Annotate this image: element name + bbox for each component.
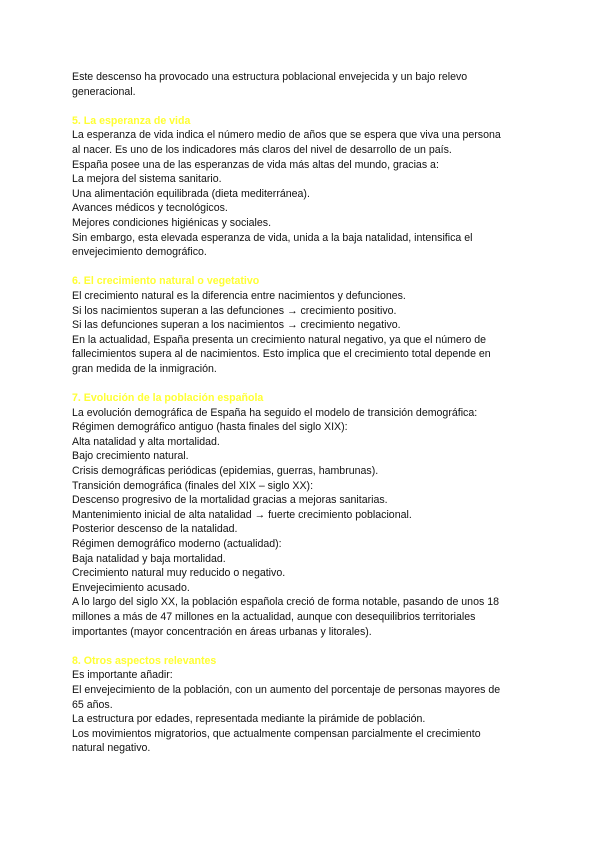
section-heading: 7. Evolución de la población española	[72, 392, 264, 405]
text-line: generacional.	[72, 85, 136, 98]
text-line: importantes (mayor concentración en áreas urbanas y litorales).	[72, 625, 372, 638]
section-evolucion-poblacion	[72, 391, 532, 639]
text-line: Los movimientos migratorios, que actualmente compensan parcialmente el crecimiento	[72, 727, 481, 740]
text-line: Avances médicos y tecnológicos.	[72, 202, 228, 215]
text-line: En la actualidad, España presenta un crecimiento natural negativo, ya que el número de	[72, 333, 487, 346]
text-line: 65 años.	[72, 698, 113, 711]
text-line: España posee una de las esperanzas de vida más altas del mundo, gracias a:	[72, 158, 439, 171]
text-line: El crecimiento natural es la diferencia entre nacimientos y defunciones.	[72, 289, 406, 302]
text-line: fallecimientos supera al de nacimientos. Esto implica que el crecimiento total depende en	[72, 348, 491, 361]
text-line: Transición demográfica (finales del XIX – siglo XX):	[72, 479, 314, 492]
text-line: Régimen demográfico moderno (actualidad):	[72, 538, 282, 550]
text-line: gran medida de la inmigración.	[72, 362, 217, 375]
text-line: La esperanza de vida indica el número medio de años que se espera que viva una persona	[72, 129, 501, 142]
text-line: Descenso progresivo de la mortalidad gracias a mejoras sanitarias.	[72, 494, 388, 507]
intro-paragraph	[72, 70, 532, 99]
text-line: A lo largo del siglo XX, la población española creció de forma notable, pasando de unos 18	[72, 596, 499, 609]
text-line: envejecimiento demográfico.	[72, 246, 207, 259]
text-line: Este descenso ha provocado una estructura poblacional envejecida y un bajo relevo	[72, 71, 468, 83]
text-line: Mantenimiento inicial de alta natalidad → fuerte crecimiento poblacional.	[72, 508, 412, 521]
text-line: al nacer. Es uno de los indicadores más claros del nivel de desarrollo de un país.	[72, 143, 452, 156]
text-line: Baja natalidad y baja mortalidad.	[72, 552, 226, 565]
text-line: Envejecimiento acusado.	[72, 581, 190, 594]
document-page	[72, 70, 532, 756]
text-line: La mejora del sistema sanitario.	[72, 173, 222, 186]
text-line: Una alimentación equilibrada (dieta mediterránea).	[72, 187, 310, 200]
text-line: La evolución demográfica de España ha seguido el modelo de transición demográfica:	[72, 406, 478, 419]
text-line: millones a más de 47 millones en la actualidad, aunque con desequilibrios territoriales	[72, 610, 476, 623]
text-line: Crisis demográficas periódicas (epidemias, guerras, hambrunas).	[72, 465, 379, 478]
section-otros-aspectos	[72, 654, 532, 756]
text-line: La estructura por edades, representada mediante la pirámide de población.	[72, 713, 426, 726]
section-heading: 5. La esperanza de vida	[72, 114, 191, 127]
text-line: Si las defunciones superan a los nacimientos → crecimiento negativo.	[72, 319, 401, 332]
text-line: Alta natalidad y alta mortalidad.	[72, 435, 220, 448]
text-line: Mejores condiciones higiénicas y sociales.	[72, 216, 272, 229]
text-line: Régimen demográfico antiguo (hasta finales del siglo XIX):	[72, 421, 348, 434]
text-line: El envejecimiento de la población, con un aumento del porcentaje de personas mayores de	[72, 683, 501, 696]
text-line: Es importante añadir:	[72, 669, 173, 682]
section-crecimiento-natural	[72, 274, 532, 376]
text-line: natural negativo.	[72, 742, 151, 755]
section-heading: 6. El crecimiento natural o vegetativo	[72, 275, 260, 288]
text-line: Bajo crecimiento natural.	[72, 450, 189, 463]
section-esperanza-de-vida	[72, 114, 532, 260]
section-heading: 8. Otros aspectos relevantes	[72, 654, 217, 667]
text-line: Crecimiento natural muy reducido o negativo.	[72, 567, 286, 580]
text-line: Posterior descenso de la natalidad.	[72, 523, 238, 536]
text-line: Sin embargo, esta elevada esperanza de vida, unida a la baja natalidad, intensifica el	[72, 231, 473, 244]
text-line: Si los nacimientos superan a las defunciones → crecimiento positivo.	[72, 304, 397, 317]
